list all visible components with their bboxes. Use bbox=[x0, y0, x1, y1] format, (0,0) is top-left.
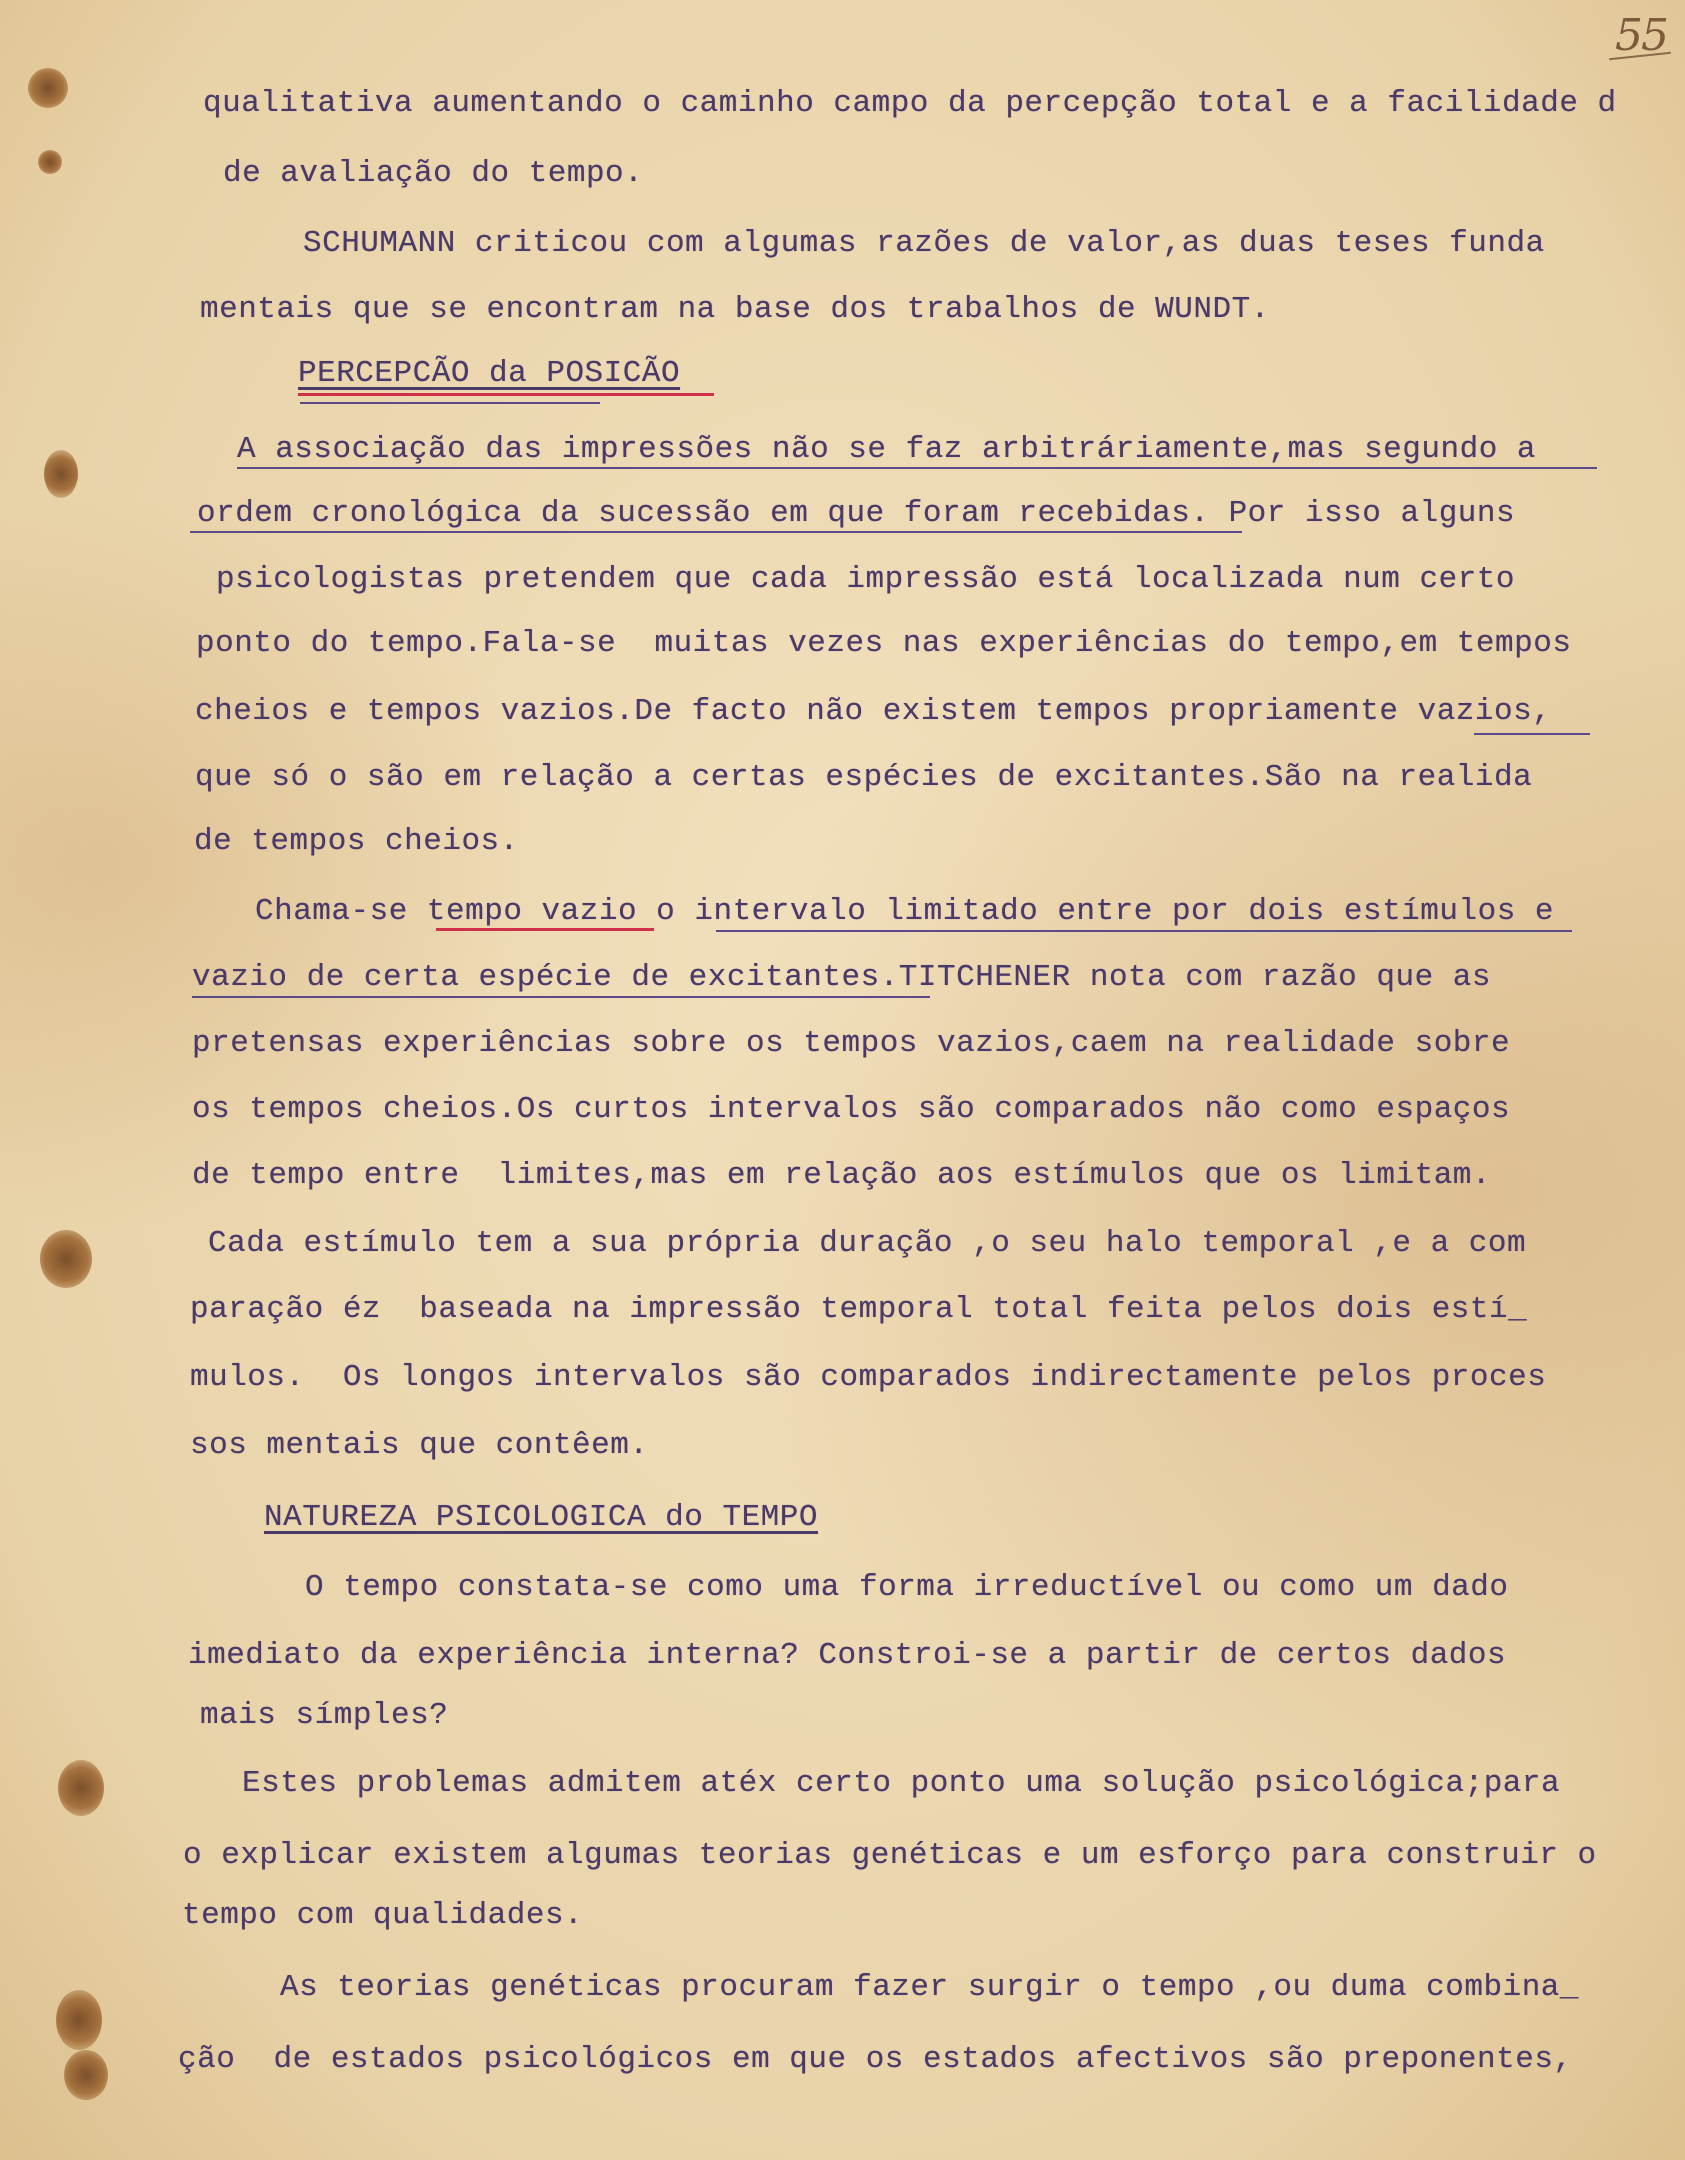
text-line: de tempos cheios. bbox=[194, 824, 519, 859]
text-line: Cada estímulo tem a sua própria duração ,o seu halo temporal ,e a com bbox=[208, 1226, 1527, 1261]
pen-underline bbox=[716, 930, 1572, 932]
text-line: O tempo constata-se como uma forma irreductível ou como um dado bbox=[305, 1570, 1509, 1605]
red-underline bbox=[436, 928, 654, 931]
binder-hole bbox=[38, 150, 62, 174]
text-line: A associação das impressões não se faz arbitráriamente,mas segundo a bbox=[237, 432, 1537, 467]
text-line: Chama-se tempo vazio o intervalo limitado entre por dois estímulos e bbox=[255, 894, 1555, 929]
text-line: As teorias genéticas procuram fazer surgir o tempo ,ou duma combina_ bbox=[280, 1970, 1580, 2005]
text-line: qualitativa aumentando o caminho campo da percepção total e a facilidade d bbox=[203, 86, 1617, 121]
text-line: os tempos cheios.Os curtos intervalos são comparados não como espaços bbox=[192, 1092, 1511, 1127]
text-line: mentais que se encontram na base dos trabalhos de WUNDT. bbox=[200, 292, 1270, 327]
text-line: paração éz baseada na impressão temporal total feita pelos dois estí_ bbox=[190, 1292, 1528, 1327]
text-line: de avaliação do tempo. bbox=[223, 156, 644, 191]
pen-underline bbox=[237, 467, 1597, 469]
text-line: imediato da experiência interna? Constroi-se a partir de certos dados bbox=[188, 1638, 1507, 1673]
text-line: Estes problemas admitem atéx certo ponto uma solução psicológica;para bbox=[242, 1766, 1561, 1801]
binder-hole bbox=[56, 1990, 102, 2050]
pen-underline bbox=[192, 996, 930, 998]
page-number: 55 bbox=[1615, 10, 1667, 61]
text-line: tempo com qualidades. bbox=[182, 1898, 584, 1933]
text-line: sos mentais que contêem. bbox=[190, 1428, 649, 1463]
text-line: mulos. Os longos intervalos são comparados indirectamente pelos proces bbox=[190, 1360, 1547, 1395]
text-line: ponto do tempo.Fala-se muitas vezes nas experiências do tempo,em tempos bbox=[196, 626, 1572, 661]
binder-hole bbox=[64, 2050, 108, 2100]
pen-underline bbox=[190, 531, 1242, 533]
text-line: ordem cronológica da sucessão em que foram recebidas. Por isso alguns bbox=[197, 496, 1516, 531]
red-underline bbox=[298, 393, 714, 396]
text-line: o explicar existem algumas teorias genéticas e um esforço para construir o bbox=[183, 1838, 1597, 1873]
text-line: ção de estados psicológicos em que os estados afectivos são preponentes, bbox=[178, 2042, 1573, 2077]
pen-underline bbox=[300, 402, 600, 404]
text-line: SCHUMANN criticou com algumas razões de valor,as duas teses funda bbox=[303, 226, 1545, 261]
pen-underline bbox=[1474, 733, 1590, 735]
text-line: vazio de certa espécie de excitantes.TITCHENER nota com razão que as bbox=[192, 960, 1492, 995]
text-line: mais símples? bbox=[200, 1698, 449, 1733]
binder-hole bbox=[58, 1760, 104, 1816]
binder-hole bbox=[28, 68, 68, 108]
text-line: cheios e tempos vazios.De facto não existem tempos propriamente vazios, bbox=[195, 694, 1552, 729]
section-heading: PERCEPCÃO da POSICÃO bbox=[298, 356, 681, 391]
section-heading: NATUREZA PSICOLOGICA do TEMPO bbox=[264, 1500, 818, 1535]
text-line: de tempo entre limites,mas em relação aos estímulos que os limitam. bbox=[192, 1158, 1492, 1193]
text-line: pretensas experiências sobre os tempos vazios,caem na realidade sobre bbox=[192, 1026, 1511, 1061]
text-line: psicologistas pretendem que cada impressão está localizada num certo bbox=[216, 562, 1516, 597]
text-line: que só o são em relação a certas espécies de excitantes.São na realida bbox=[195, 760, 1533, 795]
binder-hole bbox=[44, 450, 78, 498]
binder-hole bbox=[40, 1230, 92, 1288]
